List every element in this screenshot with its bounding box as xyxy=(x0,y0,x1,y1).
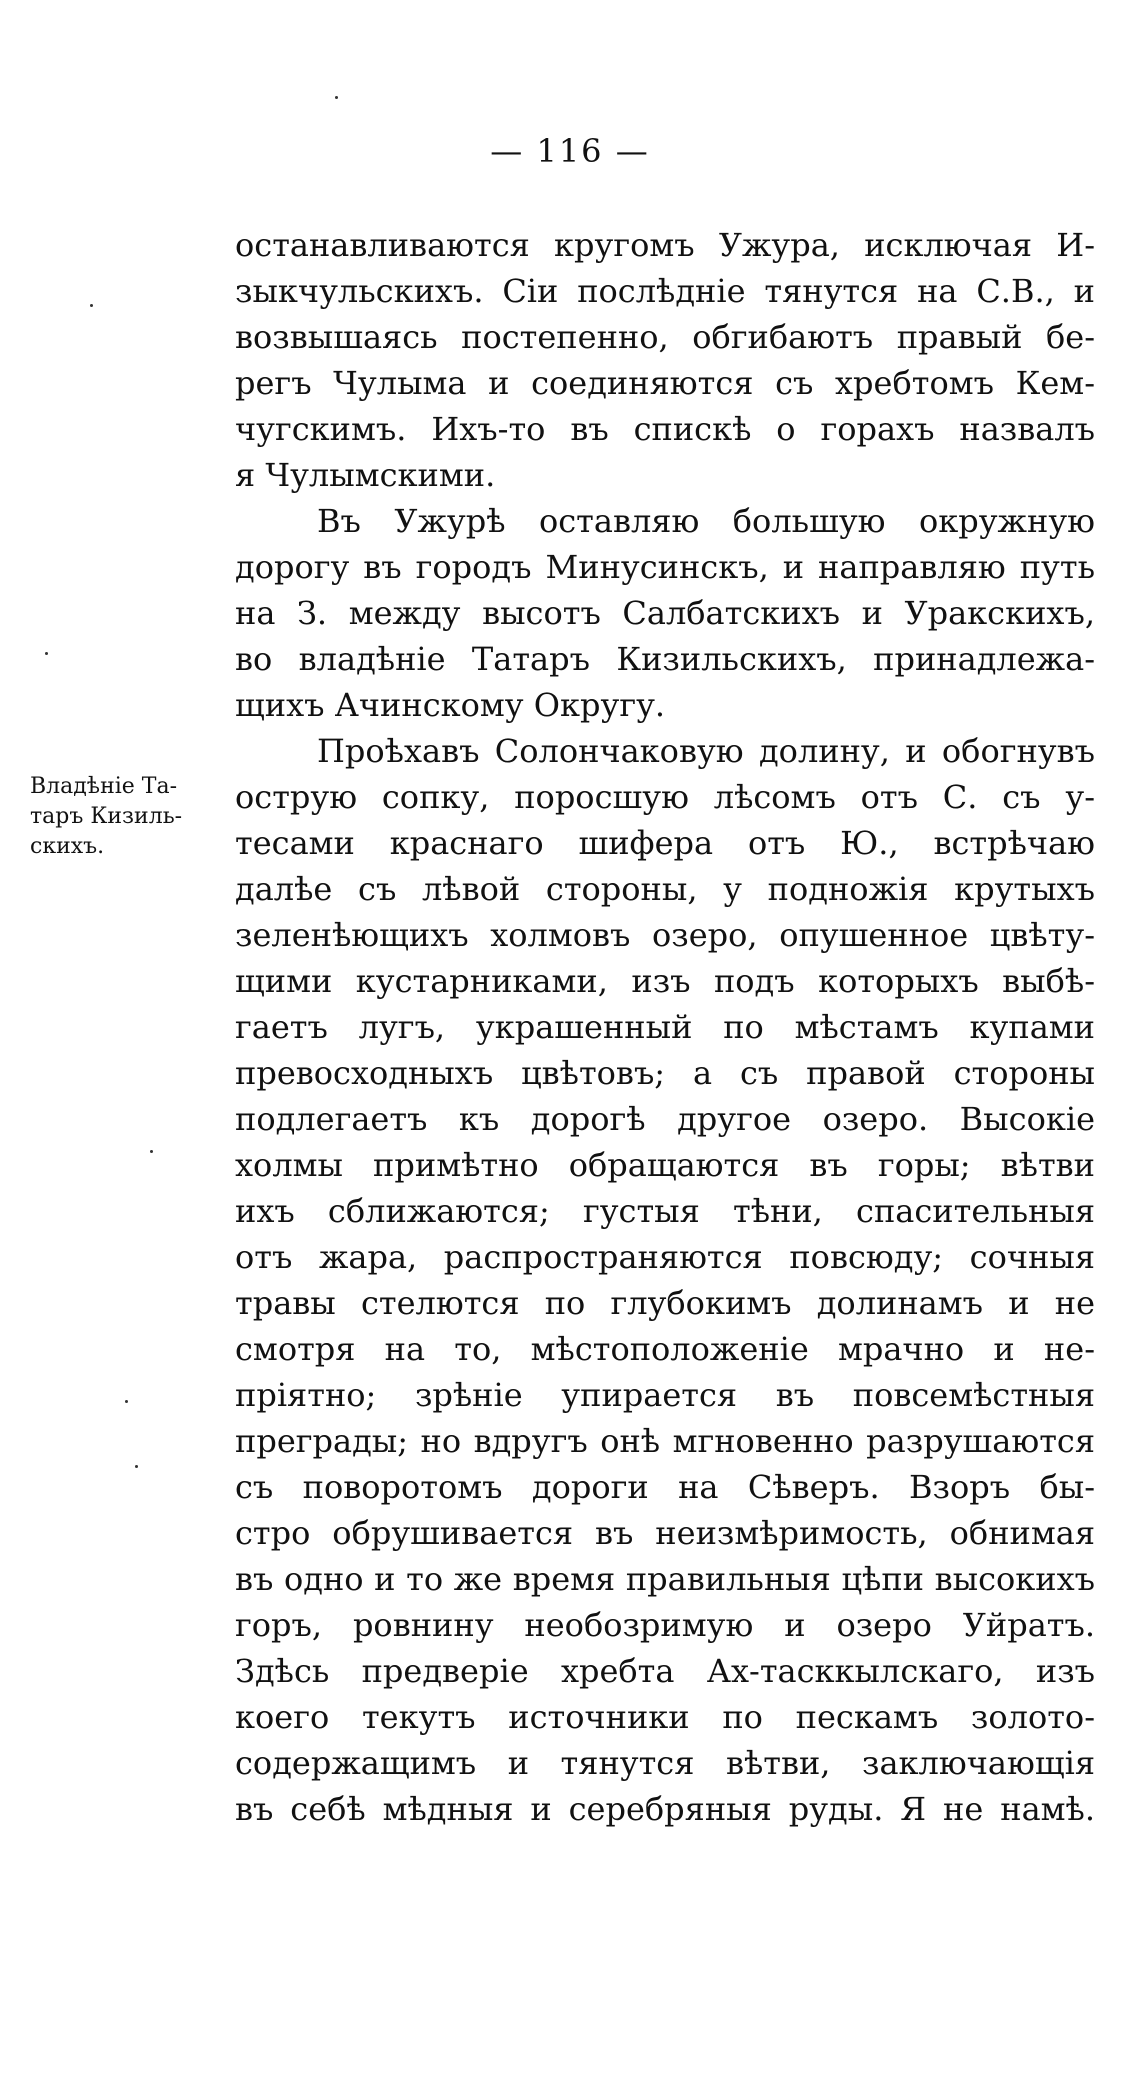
text-line: зеленѣющихъ холмовъ озеро, опушенное цвѣту- xyxy=(235,916,1095,954)
text-line: преграды; но вдругъ онѣ мгновенно разрушаются xyxy=(235,1422,1095,1460)
text-line: отъ жара, распространяются повсюду; сочныя xyxy=(235,1238,1095,1276)
text-line: дорогу въ городъ Минусинскъ, и направляю путь xyxy=(235,548,1095,586)
paragraph xyxy=(235,728,1095,1832)
print-speck xyxy=(150,1150,153,1153)
page-number: — 116 — xyxy=(490,132,650,170)
text-line: гаетъ лугъ, украшенный по мѣстамъ купами xyxy=(235,1008,1095,1046)
text-line: въ себѣ мѣдныя и серебряныя руды. Я не намѣ. xyxy=(235,1790,1095,1828)
text-line: пріятно; зрѣніе упирается въ повсемѣстныя xyxy=(235,1376,1095,1414)
text-line: коего текутъ источники по пескамъ золото- xyxy=(235,1698,1095,1736)
text-line: далѣе съ лѣвой стороны, у подножія крутыхъ xyxy=(235,870,1095,908)
text-line: на З. между высотъ Салбатскихъ и Уракскихъ, xyxy=(235,594,1095,632)
marginal-note xyxy=(30,772,235,862)
text-line: превосходныхъ цвѣтовъ; а съ правой стороны xyxy=(235,1054,1095,1092)
text-line: въ одно и то же время правильныя цѣпи высокихъ xyxy=(235,1560,1095,1598)
text-line: съ поворотомъ дороги на Сѣверъ. Взоръ бы- xyxy=(235,1468,1095,1506)
text-line: холмы примѣтно обращаются въ горы; вѣтви xyxy=(235,1146,1095,1184)
text-line: останавливаются кругомъ Ужура, исключая И- xyxy=(235,226,1095,264)
text-line: во владѣніе Татаръ Кизильскихъ, принадлежа- xyxy=(235,640,1095,678)
body-text xyxy=(235,222,1095,1832)
text-line: чугскимъ. Ихъ-то въ спискѣ о горахъ назвалъ xyxy=(235,410,1095,448)
print-speck xyxy=(125,1400,128,1403)
text-line: острую сопку, поросшую лѣсомъ отъ С. съ у- xyxy=(235,778,1095,816)
text-line: Здѣсь предверіе хребта Ах-тасккылскаго, изъ xyxy=(235,1652,1095,1690)
text-line: содержащимъ и тянутся вѣтви, заключающія xyxy=(235,1744,1095,1782)
marginal-note-line: скихъ. xyxy=(30,834,105,859)
text-line: горъ, ровнину необозримую и озеро Уйратъ. xyxy=(235,1606,1095,1644)
print-speck xyxy=(135,1465,138,1468)
print-speck xyxy=(45,652,48,655)
text-line: щихъ Ачинскому Округу. xyxy=(235,686,666,724)
text-line: зыкчульскихъ. Сіи послѣдніе тянутся на С.В., и xyxy=(235,272,1095,310)
text-line: Проѣхавъ Солончаковую долину, и обогнувъ xyxy=(317,732,1095,770)
text-line: щими кустарниками, изъ подъ которыхъ выбѣ- xyxy=(235,962,1095,1000)
text-line: я Чулымскими. xyxy=(235,456,496,494)
text-line: Въ Ужурѣ оставляю большую окружную xyxy=(317,502,1095,540)
text-line: травы стелются по глубокимъ долинамъ и не xyxy=(235,1284,1095,1322)
paragraph xyxy=(235,222,1095,498)
text-line: тесами краснаго шифера отъ Ю., встрѣчаю xyxy=(235,824,1095,862)
text-line: смотря на то, мѣстоположеніе мрачно и не- xyxy=(235,1330,1095,1368)
text-line: возвышаясь постепенно, обгибаютъ правый бе- xyxy=(235,318,1095,356)
marginal-note-line: Владѣніе Та- xyxy=(30,774,178,799)
text-line: стро обрушивается въ неизмѣримость, обнимая xyxy=(235,1514,1095,1552)
text-line: регъ Чулыма и соединяются съ хребтомъ Кем- xyxy=(235,364,1095,402)
print-speck xyxy=(90,304,93,307)
marginal-note-line: таръ Кизиль- xyxy=(30,804,183,829)
print-speck xyxy=(335,96,338,99)
text-line: ихъ сближаются; густыя тѣни, спасительныя xyxy=(235,1192,1095,1230)
text-line: подлегаетъ къ дорогѣ другое озеро. Высокіе xyxy=(235,1100,1095,1138)
paragraph xyxy=(235,498,1095,728)
